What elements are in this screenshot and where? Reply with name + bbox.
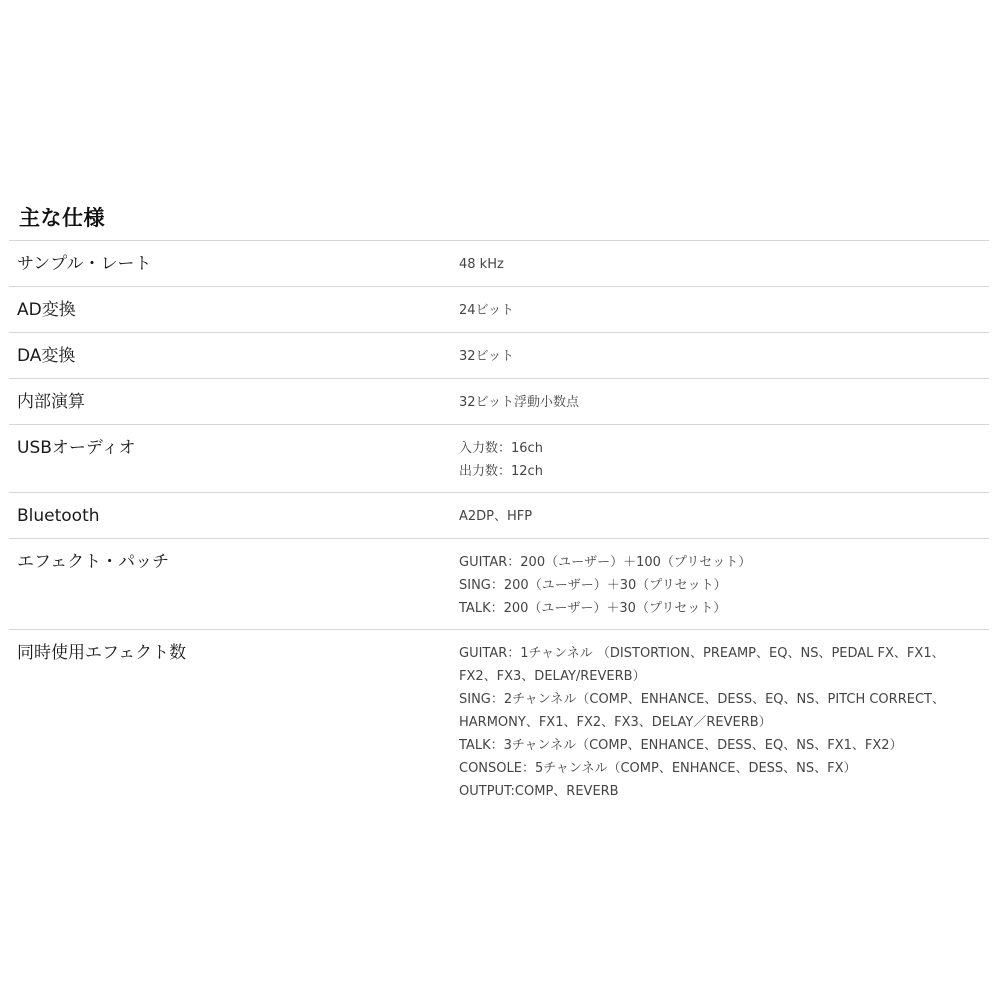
spec-label: エフェクト・パッチ [17, 552, 170, 572]
spec-value: TALK：200（ユーザー）＋30（プリセット） [459, 601, 727, 616]
spec-row-simultaneous-effects [9, 630, 989, 808]
spec-table [9, 240, 989, 808]
spec-row-internal-processing [9, 379, 989, 425]
spec-value: 48 kHz [459, 257, 504, 272]
section-title: 主な仕様 [19, 206, 105, 230]
spec-row-sample-rate [9, 241, 989, 287]
spec-value: CONSOLE：5チャンネル（COMP、ENHANCE、DESS、NS、FX） [459, 761, 857, 776]
spec-label: 同時使用エフェクト数 [17, 643, 187, 663]
spec-values [459, 539, 989, 629]
spec-value: 出力数：12ch [459, 464, 543, 479]
spec-label: Bluetooth [17, 506, 100, 526]
spec-label: USBオーディオ [17, 438, 136, 458]
spec-row-ad-conversion [9, 287, 989, 333]
spec-row-usb-audio [9, 425, 989, 493]
spec-value: A2DP、HFP [459, 509, 533, 524]
spec-value: HARMONY、FX1、FX2、FX3、DELAY／REVERB） [459, 715, 772, 730]
spec-value: SING：200（ユーザー）＋30（プリセット） [459, 578, 727, 593]
spec-label: 内部演算 [17, 392, 85, 412]
spec-label: AD変換 [17, 300, 76, 320]
spec-value: TALK：3チャンネル（COMP、ENHANCE、DESS、EQ、NS、FX1、FX2） [459, 738, 903, 753]
spec-values [459, 630, 989, 808]
spec-values [459, 493, 989, 538]
spec-value: SING：2チャンネル（COMP、ENHANCE、DESS、EQ、NS、PITCH CORRECT、 [459, 692, 945, 707]
spec-row-effect-patches [9, 539, 989, 630]
spec-label: サンプル・レート [17, 254, 152, 274]
spec-value: 32ビット [459, 349, 515, 364]
spec-value: GUITAR：200（ユーザー）＋100（プリセット） [459, 555, 752, 570]
spec-values [459, 241, 989, 286]
spec-value: 24ビット [459, 303, 515, 318]
spec-section [9, 195, 989, 808]
spec-values [459, 333, 989, 378]
spec-value: 入力数：16ch [459, 441, 543, 456]
spec-row-da-conversion [9, 333, 989, 379]
spec-label: DA変換 [17, 346, 76, 366]
spec-row-bluetooth [9, 493, 989, 539]
spec-value: FX2、FX3、DELAY/REVERB） [459, 669, 646, 684]
spec-value: GUITAR：1チャンネル （DISTORTION、PREAMP、EQ、NS、PEDAL FX、FX1、 [459, 646, 945, 661]
spec-values [459, 379, 989, 424]
spec-value: OUTPUT:COMP、REVERB [459, 784, 619, 799]
spec-value: 32ビット浮動小数点 [459, 395, 580, 410]
spec-values [459, 287, 989, 332]
spec-values [459, 425, 989, 492]
